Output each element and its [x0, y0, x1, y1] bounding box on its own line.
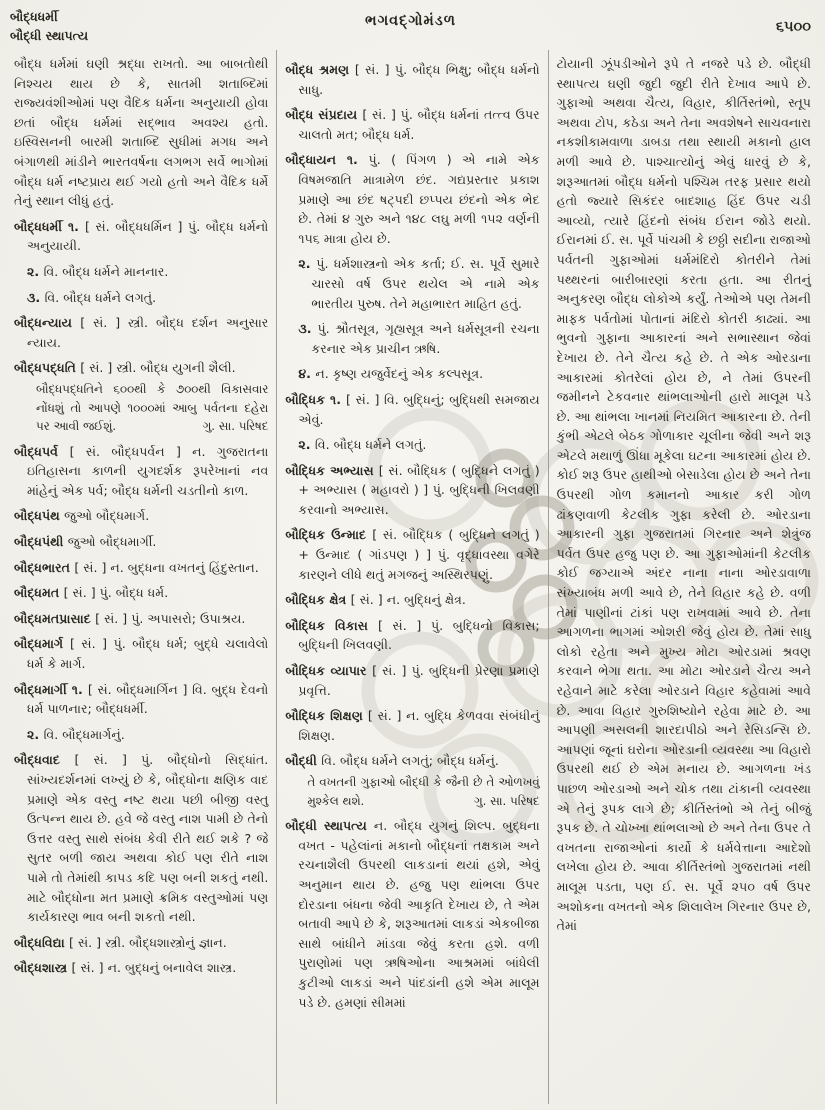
dictionary-entry: બૌદ્ધવાદ [ સં. ] પું. બૌદ્ધોનો સિદ્ધાંત. સાંખ્યદર્શનમાં લખ્યું છે કે, બૌદ્ધોના ક્ષણિક વાદ પ્રમાણે એક વસ્તુ નષ્ટ થયા પછી બીજી વસ્તુ ઉત્પન્ન થાય છે. હવે જે વસ્તુ નાશ પામી છે તેનો ઉત્તર વસ્તુ સાથે સંબંધ કેવી રીતે થઈ શકે ? જે સુતર બળી જાય અથવા કોઈ પણ રીતે નાશ પામે તો તેમાંથી કાપડ કદિ પણ બની શકતું નથી. માટે બૌદ્ધોના મત પ્રમાણે ક્રમિક વસ્તુઓમાં પણ કાર્યકારણ ભાવ બની શકતો નથી.	[14, 752, 269, 925]
dictionary-entry: બૌદ્ધિક ક્ષેત્ર [ સં. ] ન. બુદ્ધિનું ક્ષેત્ર.	[285, 592, 466, 608]
sense-number: ૩.	[298, 321, 318, 337]
headword: બૌદ્ધશાસ્ત્ર	[14, 960, 72, 976]
guide-word-top: બૌદ્ધધર્મી	[10, 9, 58, 24]
dictionary-entry: બૌદ્ધિક અભ્યાસ [ સં. બૌદ્ધિક ( બુદ્ધિને લગતું ) + અભ્યાસ ( મહાવરો ) ] પું. બુદ્ધિની ખિલવણી કરવાનો અભ્યાસ.	[285, 462, 540, 517]
citation: તે વખતની ગુફાઓ બૌદ્ધી કે જૈની છે તે ઓળખવું મુશ્કેલ થશે. ગુ. સા. પરિષદ	[285, 773, 539, 810]
dictionary-entry: બૌદ્ધપદ્ધતિ [ સં. ] સ્ત્રી. બૌદ્ધ યુગની શૈલી.	[14, 360, 236, 376]
headword: બૌદ્ધધર્મી ૧.	[14, 218, 85, 234]
headword: બૌદ્ધિક અભ્યાસ	[285, 462, 379, 478]
headword: બૌદ્ધી સ્થાપત્ય	[285, 818, 374, 834]
attribution: ગુ. સા. પરિષદ	[473, 793, 540, 808]
headword: બૌદ્ધમાર્ગી ૧.	[14, 681, 88, 697]
headword: બૌદ્ધિક ઉન્માદ	[285, 527, 373, 543]
headword: બૌદ્ધિક ક્ષેત્ર	[285, 592, 351, 608]
column-2	[276, 50, 547, 1104]
dictionary-entry: બૌદ્ધશાસ્ત્ર [ સં. ] ન. બુદ્ધનું બનાવેલ શાસ્ત્ર.	[14, 960, 237, 976]
dictionary-entry: બૌદ્ધધર્મી ૧. [ સં. બૌદ્ધધર્મિન ] પું. બૌદ્ધ ધર્મનો અનુયાયી.	[14, 218, 269, 254]
dictionary-entry: બૌદ્ધિક શિક્ષણ [ સં. ] ન. બુદ્ધિ કેળવવા સંબંધીનું શિક્ષણ.	[285, 708, 540, 743]
paragraph: બૌદ્ધ ધર્મમાં ઘણી શ્રદ્ધા રાખતો. આ બાબતોથી નિશ્ચય થાય છે કે, સાતમી શતાબ્દિમાં રાજ્યવંશીઓમાં પણ વૈદિક ધર્મના અનુયાયી હોવા છતાં બૌદ્ધ ધર્મમાં સદ્ભાવ અવશ્ય હતો. ઇસ્વિસનની બારમી શતાબ્દિ સુધીમાં મગધ અને બંગાળથી માંડીને ભારતવર્ષના લગભગ સર્વે ભાગોમાં બૌદ્ધ ધર્મ નષ્ટપ્રાય થઈ ગયો હતો અને વૈદિક ધર્મે તેનું સ્થાન લીધું હતું.	[14, 56, 269, 209]
headword: બૌદ્ધિક વિકાસ	[285, 617, 378, 633]
dictionary-entry: બૌદ્ધિક ઉન્માદ [ સં. બૌદ્ધિક ( બુદ્ધિને લગતું ) + ઉન્માદ ( ગાંડપણ ) ] પું. વૃદ્ધાવસ્થા વગેરે કારણને લીધે થતું મગજનું અસ્થિરપણું.	[285, 527, 540, 582]
dictionary-entry: બૌદ્ધ શ્રમણ [ સં. ] પું. બૌદ્ધ ભિક્ષુ; બૌદ્ધ ધર્મનો સાધુ.	[285, 62, 540, 97]
dictionary-entry: બૌદ્ધમાર્ગ [ સં. ] પું. બૌદ્ધ ધર્મ; બુદ્ધે ચલાવેલો ધર્મ કે માર્ગ.	[14, 636, 269, 672]
page-header	[0, 0, 825, 48]
dictionary-entry: બૌદ્ધિક ૧. [ સં. ] વિ. બુદ્ધિનું; બુદ્ધિથી સમજાય એવું.	[285, 391, 540, 427]
entry-sense: ૩. પું. શ્રૌતસૂત્ર, ગૃહ્યસૂત્ર અને ધર્મસૂત્રની રચના કરનાર એક પ્રાચીન ઋષિ.	[298, 321, 540, 356]
headword: બૌદ્ધી	[285, 753, 322, 769]
text-columns	[0, 48, 825, 1104]
headword: બૌદ્ધવાદ	[14, 752, 75, 768]
dictionary-entry: બૌદ્ધાયન ૧. પું. ( પિંગળ ) એ નામે એક વિષમજાતિ માત્રામેળ છંદ. ગદ્યપ્રસ્તાર પ્રકાશ પ્રમાણે આ છંદ ષટ્પદી છપ્પય છંદનો એક ભેદ છે. તેમાં ૪ ગુરુ અને ૧૪૮ લઘુ મળી ૧૫૨ વર્ણની ૧૫૬ માત્રા હોય છે.	[285, 152, 540, 246]
headword: બૌદ્ધપર્વ	[14, 443, 70, 459]
dictionary-entry: બૌદ્ધન્યાય [ સં. ] સ્ત્રી. બૌદ્ધ દર્શન અનુસાર ન્યાય.	[14, 315, 269, 350]
column-1	[6, 50, 276, 1104]
headword: બૌદ્ધમત	[14, 585, 64, 601]
entry-sense: ૨. વિ. બૌદ્ધ ધર્મને લગતું.	[298, 437, 427, 453]
headword: બૌદ્ધવિદ્યા	[14, 934, 70, 950]
dictionary-entry: બૌદ્ધભારત [ સં. ] ન. બુદ્ધના વખતનું હિંદુસ્તાન.	[14, 559, 259, 575]
dictionary-entry: બૌદ્ધિક વ્યાપાર [ સં. ] પું. બુદ્ધિની પ્રેરણા પ્રમાણે પ્રવૃત્તિ.	[285, 663, 540, 698]
entry-sense: ૨. વિ. બૌદ્ધ ધર્મને માનનાર.	[27, 263, 169, 279]
dictionary-entry: બૌદ્ધી સ્થાપત્ય ન. બૌદ્ધ યુગનું શિલ્પ. બુદ્ધના વખત - પહેલાંનાં મકાનો બૌદ્ધનાં તક્ષકામ અને રચનાશૈલી ઉપરથી લાકડાનાં થયાં હશે, એવું અનુમાન થાય છે. હજુ પણ થાંભલા ઉપર દોરડાના બંધના જેવી આકૃતિ દેખાય છે, તે એમ બતાવી આપે છે કે, શરૂઆતમાં લાકડાં એકબીજા સાથે બાંધીને માંડવા જેવું કરતા હશે. વળી પુરાણોમાં પણ ઋષિઓના આશ્રમમાં બાંધેલી કુટીઓ લાકડાં અને પાંદડાંની હશે એમ માલૂમ પડે છે. હમણાં સીમમાં	[285, 818, 540, 1010]
dictionary-entry: બૌદ્ધ સંપ્રદાય [ સં. ] પું. બૌદ્ધ ધર્મનાં તત્ત્વ ઉપર ચાલતો મત; બૌદ્ધ ધર્મ.	[285, 107, 540, 142]
sense-number: ૨.	[27, 263, 44, 279]
headword: બૌદ્ધ શ્રમણ	[285, 62, 355, 77]
headword: બૌદ્ધિક ૧.	[285, 391, 347, 407]
paragraph: ટોયાની ઝૂંપડીઓને રૂપે તે નજરે પડે છે. બૌદ્ધી સ્થાપત્ય ઘણી જુદી જુદી રીતે દેખાવ આપે છે. ગુફાઓ અથવા ચૈત્ય, વિહાર, કીર્તિસ્તંભો, સ્તૂપ અથવા ટોપ, કઠેડા અને તેના અવશેષને સાચવનારા નકશીકામવાળા ડાબડા તથા સ્થાયી મકાનો હાલ મળી આવે છે. પાશ્ચાત્યોનું એવું ધારવું છે કે, શરૂઆતમાં બૌદ્ધ ધર્મનો પશ્ચિમ તરફ પ્રસાર થયો હતો જ્યારે સિકંદર બાદશાહ હિંદ ઉપર ચડી આવ્યો, ત્યારે હિંદનો સંબંધ ઈરાન જોડે થયો. ઈરાનમાં ઈ. સ. પૂર્વે પાંચમી કે છઠ્ઠી સદીના રાજાઓ પર્વતની ગુફાઓમાં ધર્મમંદિરો કોતરીને તેમાં પથ્થરનાં બારીબારણાં કરતા હતા. આ રીતનું અનુકરણ બૌદ્ધ લોકોએ કર્યું. તેઓએ પણ તેમની માફક પર્વતોમાં પોતાનાં મંદિરો કોતરી કાઢ્યાં. આ ભુવનો ગુફાના આકારનાં અને સભાસ્થાન જેવાં દેખાય છે. તેને ચૈત્ય કહે છે. તે એક ઓરડાના આકારમાં કોતરેલાં હોય છે, ને તેમાં ઉપરની જમીનને ટેકવનાર થાંભલાઓની હારો માલૂમ પડે છે. આ થાંભલા ખાનમાં નિયમિત આકારના છે. તેની કુંભી એટલે બેઠક ગોળાકાર ચૂલીના જેવી અને શરૂ એટલે મથાળું ઊંધા મૂકેલા ઘટના આકારમાં હોય છે. કોઈ શરૂ ઉપર હાથીઓ બેસાડેલા હોય છે અને તેના ઉપરથી ગોળ કમાનનો આકાર કરી ગોળ ઢાંકણવાળી કેટલીક ગુફા કરેલી છે. ઓરડાના આકારની ગુફા ગુજરાતમાં ગિરનાર અને શેત્રુંજ પર્વત ઉપર હજુ પણ છે. આ ગુફાઓમાંની કેટલીક કોઈ જગ્યાએ અંદર નાના નાના ઓરડાવાળા સંખ્યાબંધ મળી આવે છે, તેને વિહાર કહે છે. વળી તેમાં પાણીનાં ટાંકાં પણ રાખવામાં આવે છે. તેના આગળના ભાગમાં ઓશરી જેવું હોય છે. તેમાં સાધુ લોકો રહેતા અને મુખ્ય મોટા ઓરડામાં શ્રવણ કરવાને ભેગા થતા. આ મોટા ઓરડાને ચૈત્ય અને રહેવાને માટે કરેલા ઓરડાને વિહાર કહેવામાં આવે છે. આવા વિહાર ગુરુશિષ્યોને રહેવા માટે છે. આ આપણી અસલની શારદાપીઠો અને રેસિડન્સિ છે. આપણાં જૂનાં ઘરોના ઓરડાની વ્યવસ્થા આ વિહારો ઉપરથી થઈ છે એમ મનાય છે. આગળના ખંડ પાછળ ઓરડાઓ અને ચોક તથા ટાંકાની વ્યવસ્થા એ તેનું રૂપક લાગે છે; કીર્તિસ્તંભો એ તેનું બીજું રૂપક છે. તે ચોખ્ખા થાંભલાઓ છે અને તેના ઉપર તે વખતના રાજાઓનાં કાર્યો કે ધર્મવેત્તાના આદેશો લખેલા હોય છે. આવા કીર્તિસ્તંભો ગુજરાતમાં નથી માલૂમ પડતા, પણ ઈ. સ. પૂર્વે ૨૫૦ વર્ષ ઉપર અશોકના વખતનો એક શિલાલેખ ગિરનાર ઉપર છે, તેમાં	[556, 56, 811, 934]
headword: બૌદ્ધભારત	[14, 559, 75, 575]
guide-word-bottom: બૌદ્ધી સ્થાપત્ય	[10, 28, 89, 44]
headword: બૌદ્ધિક શિક્ષણ	[285, 708, 368, 724]
dictionary-entry: બૌદ્ધપંથ જુઓ બૌદ્ધમાર્ગ.	[14, 508, 150, 524]
headword: બૌદ્ધમાર્ગ	[14, 636, 71, 652]
entry-sense: ૪. ન. કૃષ્ણ યજુર્વેદનું એક કલ્પસૂત્ર.	[298, 366, 484, 382]
guide-words	[10, 7, 230, 46]
dictionary-entry: બૌદ્ધી વિ. બૌદ્ધ ધર્મને લગતું; બૌદ્ધ ધર્મનું.	[285, 753, 499, 769]
headword: બૌદ્ધાયન ૧.	[285, 152, 369, 168]
headword: બૌદ્ધન્યાય	[14, 315, 81, 331]
dictionary-entry: બૌદ્ધવિદ્યા [ સં. ] સ્ત્રી. બૌદ્ધશાસ્ત્રોનું જ્ઞાન.	[14, 934, 227, 950]
page-number: ૬૫૦૦	[775, 19, 811, 35]
book-title: ભગવદ્‌ગોમંડળ	[364, 13, 457, 29]
sense-number: ૩.	[27, 289, 45, 305]
dictionary-entry: બૌદ્ધમત [ સં. ] પું. બૌદ્ધ ધર્મ.	[14, 585, 169, 601]
entry-sense: ૩. વિ. બૌદ્ધ ધર્મને લગતું.	[27, 289, 157, 305]
headword: બૌદ્ધિક વ્યાપાર	[285, 663, 373, 679]
dictionary-entry: બૌદ્ધપંથી જુઓ બૌદ્ધમાર્ગી.	[14, 534, 157, 550]
headword: બૌદ્ધપદ્ધતિ	[14, 360, 81, 376]
sense-number: ૨.	[298, 256, 317, 272]
column-3	[548, 50, 819, 1104]
sense-number: ૪.	[298, 366, 316, 382]
headword: બૌદ્ધપંથ	[14, 508, 65, 524]
sense-number: ૨.	[27, 726, 44, 742]
sense-number: ૨.	[298, 437, 315, 453]
headword: બૌદ્ધમતપ્રાસાદ	[14, 610, 96, 626]
dictionary-entry: બૌદ્ધિક વિકાસ [ સં. ] પું. બુદ્ધિનો વિકાસ; બુદ્ધિની ખિલવણી.	[285, 617, 540, 653]
dictionary-entry: બૌદ્ધપર્વ [ સં. બૌદ્ધપર્વન ] ન. ગુજરાતના ઇતિહાસના કાળની યુગદર્શક રૂપરેખાનાં નવ માંહેનું એક પર્વ; બૌદ્ધ ધર્મની ચડતીનો કાળ.	[14, 443, 269, 498]
headword: બૌદ્ધ સંપ્રદાય	[285, 107, 363, 123]
citation: બૌદ્ધપદ્ધતિને ૬૦૦થી કે ૭૦૦થી વિકાસવાર નોંધશું તો આપણે ૧૦૦૦માં આબુ પર્વતના દહેરા પર આવી જઈશું. ગુ. સા. પરિષદ	[14, 380, 268, 436]
attribution: ગુ. સા. પરિષદ	[202, 419, 269, 434]
dictionary-entry: બૌદ્ધમાર્ગી ૧. [ સં. બૌદ્ધમાર્ગિન ] વિ. બુદ્ધ દેવનો ધર્મ પાળનાર; બૌદ્ધધર્મી.	[14, 681, 269, 717]
entry-sense: ૨. વિ. બૌદ્ધમાર્ગનું.	[27, 726, 125, 742]
dictionary-entry: બૌદ્ધમતપ્રાસાદ [ સં. ] પું. અપાસરો; ઉપાશ્રય.	[14, 610, 246, 626]
headword: બૌદ્ધપંથી	[14, 534, 68, 550]
entry-sense: ૨. પું. ધર્મશાસ્ત્રનો એક કર્તા; ઈ. સ. પૂર્વે સુમારે ચારસો વર્ષ ઉપર થયેલ એ નામે એક ભારતીય પુરુષ. તેને મહાભારત માહિત હતું.	[298, 256, 540, 311]
